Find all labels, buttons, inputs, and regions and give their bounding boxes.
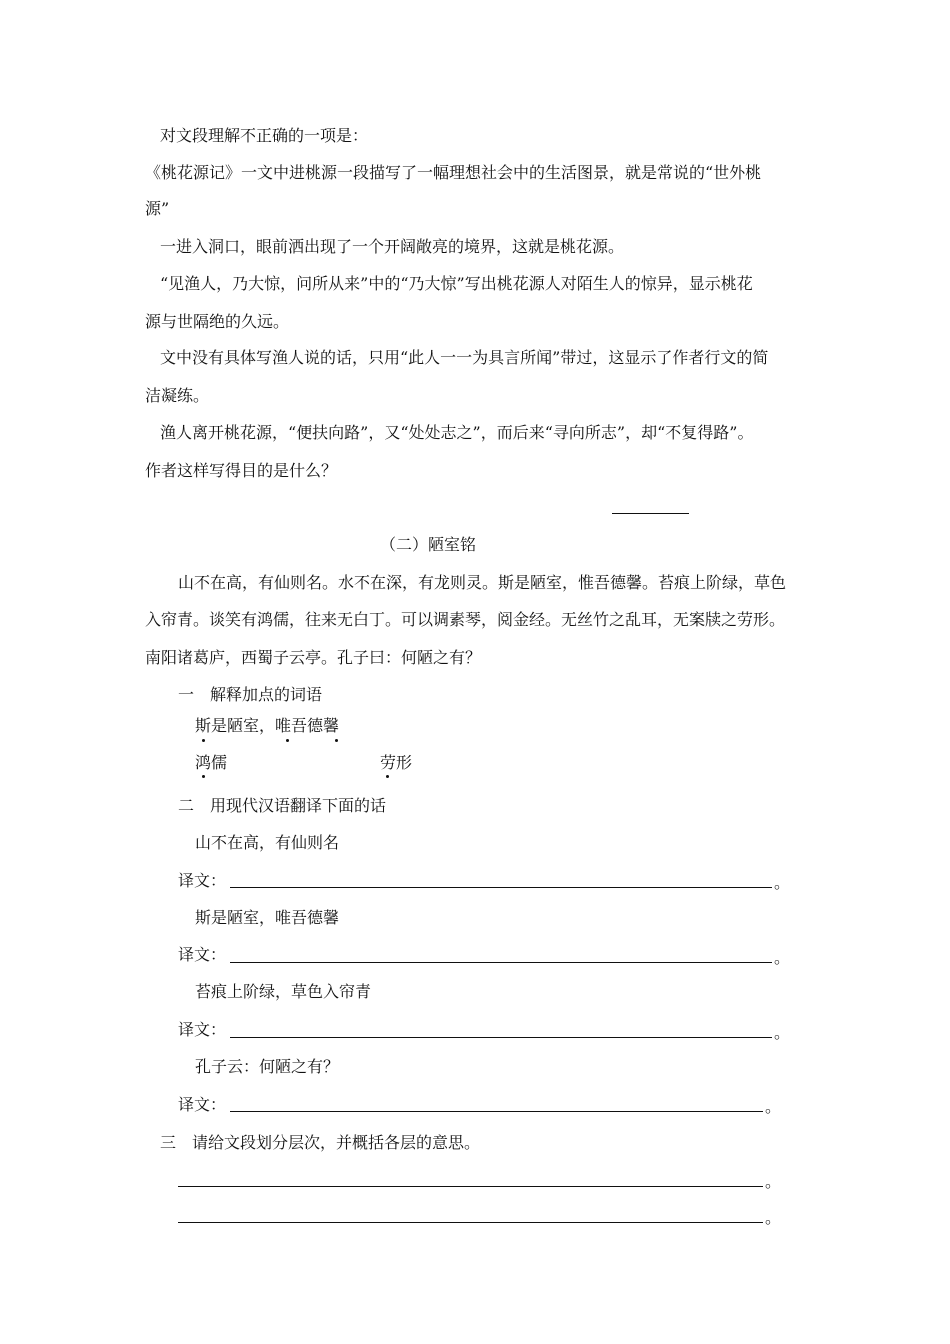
end-period: 。: [765, 1208, 782, 1227]
passage-line3: 南阳诸葛庐，西蜀子云亭。孔子曰：何陋之有？: [145, 648, 482, 667]
question-3-title: 三 请给文段划分层次，并概括各层的意思。: [160, 1133, 481, 1152]
vocab-item-1: 斯是陋室，唯吾德馨: [195, 716, 340, 735]
translation-label: 译文：: [178, 1095, 227, 1114]
question-2-line1: 渔人离开桃花源，“便扶向路”，又“处处志之”，而后来“寻向所志”，却“不复得路”。: [160, 423, 754, 442]
end-period: 。: [765, 1097, 782, 1116]
vocab-item-3: 劳形: [380, 753, 413, 772]
end-period: 。: [774, 948, 791, 967]
end-period: 。: [774, 873, 791, 892]
end-period: 。: [765, 1172, 782, 1191]
answer-blank-layer-2[interactable]: [178, 1222, 763, 1223]
option-d-line1: 文中没有具体写渔人说的话，只用“此人一一为具言所闻”带过，这显示了作者行文的简: [160, 348, 769, 367]
sentence-1: 山不在高，有仙则名: [195, 833, 340, 852]
translation-blank-1[interactable]: [230, 887, 772, 888]
section-title: （二）陋室铭: [380, 535, 477, 554]
emphasis-dot: [202, 775, 205, 778]
answer-blank-short[interactable]: [612, 513, 689, 514]
option-a-line1: 《桃花源记》一文中进桃源一段描写了一幅理想社会中的生活图景，就是常说的“世外桃: [145, 163, 762, 182]
end-period: 。: [774, 1023, 791, 1042]
translation-label: 译文：: [178, 871, 227, 890]
question-text: 对文段理解不正确的一项是：: [160, 126, 369, 145]
translation-blank-4[interactable]: [230, 1111, 763, 1112]
sentence-2: 斯是陋室，唯吾德馨: [195, 908, 340, 927]
answer-blank-layer-1[interactable]: [178, 1186, 763, 1187]
option-c-line1: “见渔人，乃大惊，问所从来”中的“乃大惊”写出桃花源人对陌生人的惊异，显示桃花: [160, 274, 753, 293]
question-2-line2: 作者这样写得目的是什么？: [145, 461, 338, 480]
vocab-item-2: 鸿儒: [195, 753, 228, 772]
sentence-3: 苔痕上阶绿，草色入帘青: [195, 982, 372, 1001]
option-c-line2: 源与世隔绝的久远。: [145, 312, 290, 331]
emphasis-dot: [286, 739, 289, 742]
option-b: 一进入洞口，眼前洒出现了一个开阔敞亮的境界，这就是桃花源。: [160, 237, 625, 256]
emphasis-dot: [335, 739, 338, 742]
option-a-line2: 源”: [145, 199, 170, 218]
passage-line1: 山不在高，有仙则名。水不在深，有龙则灵。斯是陋室，惟吾德馨。苔痕上阶绿，草色: [178, 573, 787, 592]
question-2-title: 二 用现代汉语翻译下面的话: [178, 796, 387, 815]
translation-blank-3[interactable]: [230, 1037, 772, 1038]
passage-line2: 入帘青。谈笑有鸿儒，往来无白丁。可以调素琴，阅金经。无丝竹之乱耳，无案牍之劳形。: [145, 610, 786, 629]
emphasis-dot: [202, 739, 205, 742]
question-1-title: 一 解释加点的词语: [178, 685, 323, 704]
translation-blank-2[interactable]: [230, 962, 772, 963]
translation-label: 译文：: [178, 1020, 227, 1039]
translation-label: 译文：: [178, 945, 227, 964]
option-d-line2: 洁凝练。: [145, 386, 210, 405]
sentence-4: 孔子云：何陋之有？: [195, 1057, 340, 1076]
emphasis-dot: [386, 775, 389, 778]
